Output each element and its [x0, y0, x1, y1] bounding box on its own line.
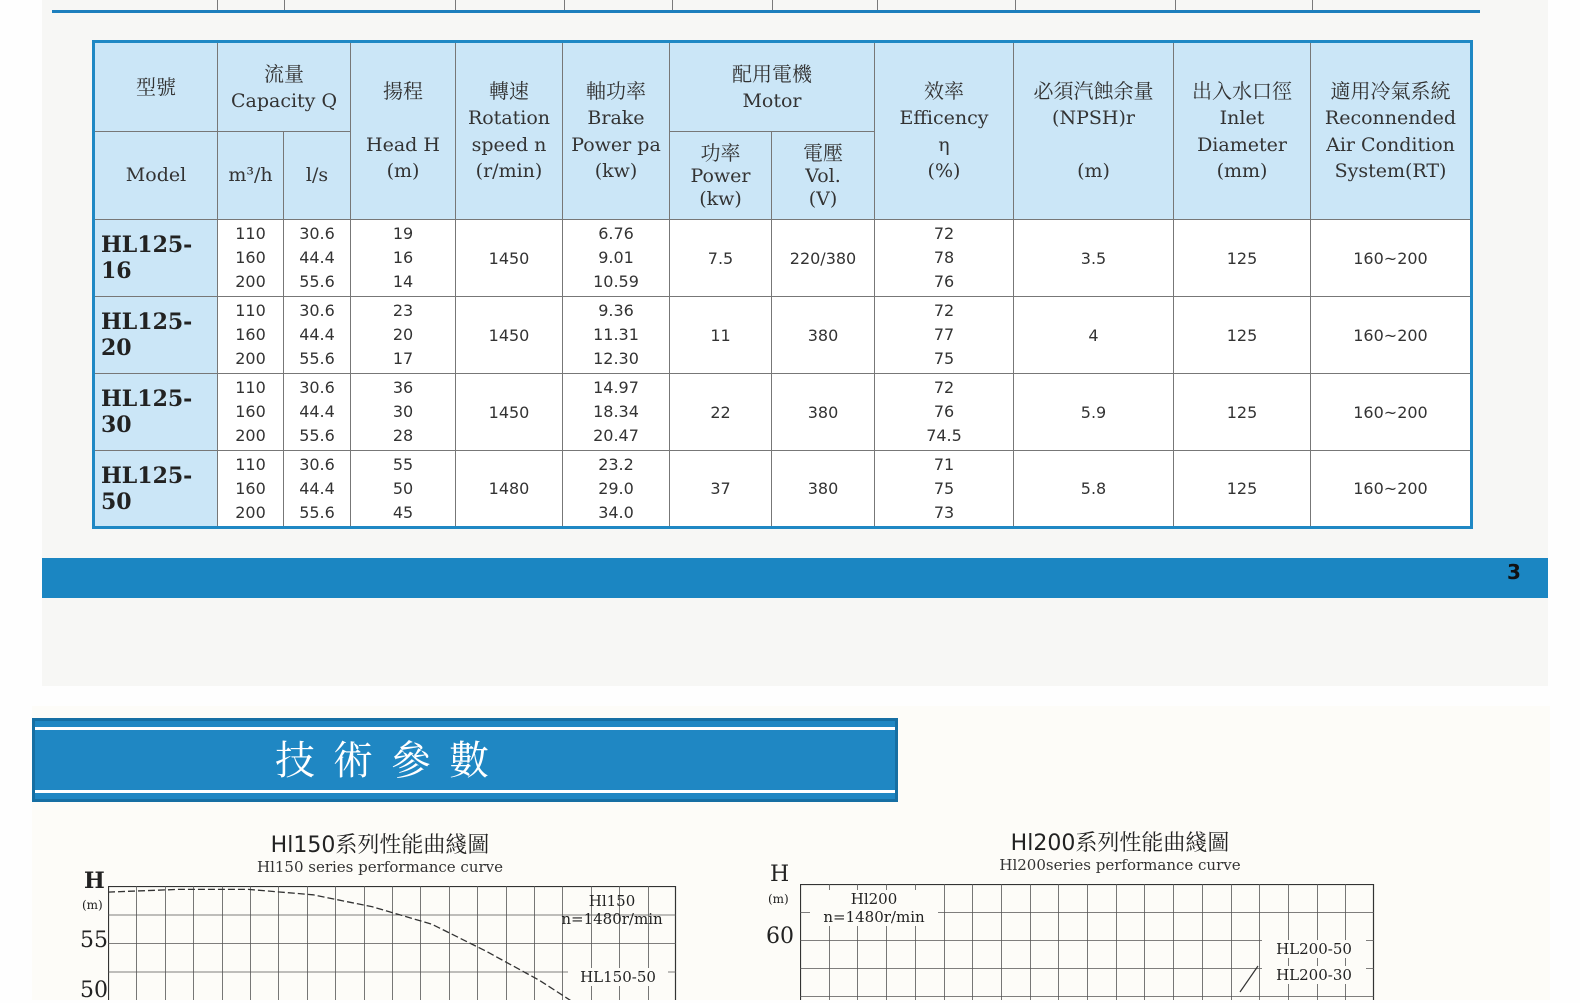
- capacity-ls-cell-value: 44.4: [299, 248, 335, 267]
- efficiency-cell: [875, 220, 1014, 297]
- capacity-m3h-cell-value: 200: [235, 502, 266, 522]
- capacity-ls-cell-value: 30.6: [299, 224, 335, 243]
- motor-voltage-cell: 380: [772, 451, 875, 528]
- chart2-title: Hl200系列性能曲綫圖: [1010, 831, 1230, 856]
- table-row: [94, 374, 1472, 451]
- brake-power-cell-value: 12.30: [593, 349, 639, 368]
- chart1-ylabel: H: [84, 868, 105, 894]
- capacity-m3h-cell-value: 160: [235, 402, 266, 421]
- air-condition-cell: 160~200: [1311, 297, 1472, 374]
- chart1-ytick-55: 55: [80, 928, 108, 953]
- brake-power-cell-value: 29.0: [598, 478, 634, 498]
- chart2-legend-line1: Hl200: [850, 890, 898, 908]
- capacity-ls-cell-value: 30.6: [299, 454, 335, 474]
- capacity-ls-cell-value: 55.6: [299, 272, 335, 291]
- inlet-cell: 125: [1174, 451, 1311, 528]
- model-cell: HL125-30: [94, 374, 218, 451]
- capacity-m3h-cell-value: 110: [235, 454, 266, 474]
- chart2-series-label-2: HL200-30: [1262, 966, 1366, 984]
- brake-power-cell-value: 23.2: [598, 454, 634, 474]
- brake-power-cell-value: 10.59: [593, 272, 639, 291]
- header-brake-power: 軸功率 Brake Power pa (kw): [563, 42, 670, 220]
- capacity-m3h-cell-value: 200: [235, 272, 266, 291]
- model-cell: HL125-50: [94, 451, 218, 528]
- air-condition-cell: 160~200: [1311, 220, 1472, 297]
- section-banner: [32, 718, 898, 802]
- inlet-cell: 125: [1174, 297, 1311, 374]
- head-cell-value: 19: [392, 224, 414, 243]
- capacity-ls-cell: [284, 297, 351, 374]
- efficiency-cell-value: 76: [933, 272, 955, 291]
- header-inlet: 出入水口徑 Inlet Diameter (mm): [1174, 42, 1311, 220]
- head-cell-value: 55: [392, 454, 414, 474]
- capacity-ls-cell-value: 30.6: [299, 301, 335, 320]
- series-marker-HL200-50: [1240, 966, 1258, 992]
- head-cell: [351, 297, 456, 374]
- capacity-ls-cell-value: 44.4: [299, 478, 335, 498]
- motor-voltage-cell: 220/380: [772, 220, 875, 297]
- motor-power-cell: 7.5: [670, 220, 772, 297]
- air-condition-cell: 160~200: [1311, 451, 1472, 528]
- head-cell: [351, 451, 456, 528]
- speed-cell: 1450: [456, 297, 563, 374]
- header-air-condition: 適用冷氣系統 Reconnended Air Condition System(RT): [1311, 42, 1472, 220]
- head-cell-value: 50: [392, 478, 414, 498]
- efficiency-cell: [875, 451, 1014, 528]
- capacity-m3h-cell: [218, 451, 284, 528]
- motor-voltage-cell: 380: [772, 374, 875, 451]
- capacity-m3h-cell: [218, 220, 284, 297]
- chart2-subtitle: Hl200series performance curve: [999, 856, 1241, 874]
- capacity-m3h-cell: [218, 374, 284, 451]
- brake-power-cell-value: 9.36: [598, 301, 634, 320]
- header-model-zh: 型號: [94, 42, 218, 132]
- npsh-cell: 4: [1014, 297, 1174, 374]
- capacity-ls-cell-value: 44.4: [299, 325, 335, 344]
- model-cell: HL125-20: [94, 297, 218, 374]
- head-cell-value: 36: [392, 378, 414, 397]
- efficiency-cell-value: 75: [933, 349, 955, 368]
- chart1-title: Hl150系列性能曲綫圖: [270, 833, 490, 858]
- head-cell: [351, 220, 456, 297]
- head-cell: [351, 374, 456, 451]
- motor-power-cell: 22: [670, 374, 772, 451]
- speed-cell: 1450: [456, 220, 563, 297]
- capacity-m3h-cell-value: 200: [235, 349, 266, 368]
- brake-power-cell-value: 6.76: [598, 224, 634, 243]
- motor-power-cell: 37: [670, 451, 772, 528]
- head-cell-value: 30: [392, 402, 414, 421]
- head-cell-value: 23: [392, 301, 414, 320]
- head-cell-value: 20: [392, 325, 414, 344]
- header-model-en: Model: [94, 132, 218, 220]
- brake-power-cell: [563, 451, 670, 528]
- capacity-m3h-cell-value: 110: [235, 224, 266, 243]
- capacity-ls-cell: [284, 374, 351, 451]
- table-row: [94, 220, 1472, 297]
- pump-spec-table: [92, 40, 1473, 529]
- capacity-ls-cell-value: 44.4: [299, 402, 335, 421]
- chart2-ylabel: H: [770, 862, 790, 887]
- head-cell-value: 16: [392, 248, 414, 267]
- table-row: [94, 297, 1472, 374]
- efficiency-cell-value: 77: [933, 325, 955, 344]
- header-motor-power: 功率 Power (kw): [670, 132, 772, 220]
- capacity-ls-cell-value: 55.6: [299, 502, 335, 522]
- chart2-series-label-1: HL200-50: [1262, 940, 1366, 958]
- table-row: [94, 451, 1472, 528]
- capacity-ls-cell-value: 55.6: [299, 349, 335, 368]
- inlet-cell: 125: [1174, 220, 1311, 297]
- chart1-legend-line2: n=1480r/min: [561, 910, 663, 928]
- air-condition-cell: 160~200: [1311, 374, 1472, 451]
- header-capacity-m3h: m³/h: [218, 132, 284, 220]
- brake-power-cell-value: 9.01: [598, 248, 634, 267]
- header-capacity-ls: l/s: [284, 132, 351, 220]
- brake-power-cell-value: 11.31: [593, 325, 639, 344]
- brake-power-cell: [563, 374, 670, 451]
- chart1-ytick-50: 50: [80, 978, 108, 1003]
- speed-cell: 1480: [456, 451, 563, 528]
- speed-cell: 1450: [456, 374, 563, 451]
- efficiency-cell-value: 75: [933, 478, 955, 498]
- capacity-m3h-cell: [218, 297, 284, 374]
- capacity-m3h-cell-value: 110: [235, 301, 266, 320]
- header-speed: 轉速 Rotation speed n (r/min): [456, 42, 563, 220]
- motor-power-cell: 11: [670, 297, 772, 374]
- header-head: 揚程 Head H (m): [351, 42, 456, 220]
- chart1-legend: [548, 892, 676, 928]
- capacity-ls-cell: [284, 451, 351, 528]
- motor-voltage-cell: 380: [772, 297, 875, 374]
- previous-table-edge: [52, 0, 1480, 13]
- capacity-m3h-cell-value: 200: [235, 426, 266, 445]
- chart2-legend: [810, 890, 938, 926]
- capacity-m3h-cell-value: 160: [235, 325, 266, 344]
- efficiency-cell: [875, 374, 1014, 451]
- header-capacity: 流量 Capacity Q: [218, 42, 351, 132]
- header-motor-voltage: 電壓 Vol. (V): [772, 132, 875, 220]
- model-cell: HL125-16: [94, 220, 218, 297]
- brake-power-cell: [563, 297, 670, 374]
- capacity-ls-cell-value: 55.6: [299, 426, 335, 445]
- capacity-m3h-cell-value: 160: [235, 478, 266, 498]
- capacity-m3h-cell-value: 110: [235, 378, 266, 397]
- capacity-ls-cell: [284, 220, 351, 297]
- npsh-cell: 5.9: [1014, 374, 1174, 451]
- brake-power-cell: [563, 220, 670, 297]
- chart1-yunit: (m): [82, 898, 103, 912]
- header-efficiency: 效率 Efficency η (%): [875, 42, 1014, 220]
- efficiency-cell-value: 78: [933, 248, 955, 267]
- section-title: 技術參數: [275, 738, 507, 784]
- footer-band: [42, 558, 1548, 598]
- chart2-yunit: (m): [768, 892, 789, 906]
- efficiency-cell: [875, 297, 1014, 374]
- head-cell-value: 45: [392, 502, 414, 522]
- brake-power-cell-value: 18.34: [593, 402, 639, 421]
- header-motor: 配用電機 Motor: [670, 42, 875, 132]
- capacity-ls-cell-value: 30.6: [299, 378, 335, 397]
- head-cell-value: 17: [392, 349, 414, 368]
- brake-power-cell-value: 20.47: [593, 426, 639, 445]
- chart1-series-label: HL150-50: [568, 968, 668, 986]
- brake-power-cell-value: 14.97: [593, 378, 639, 397]
- efficiency-cell-value: 74.5: [926, 426, 962, 445]
- chart2-legend-line2: n=1480r/min: [823, 908, 925, 926]
- page-number: 3: [1507, 560, 1521, 584]
- npsh-cell: 3.5: [1014, 220, 1174, 297]
- header-npsh: 必須汽蝕余量 (NPSH)r (m): [1014, 42, 1174, 220]
- efficiency-cell-value: 71: [933, 454, 955, 474]
- efficiency-cell-value: 73: [933, 502, 955, 522]
- chart1-subtitle: Hl150 series performance curve: [256, 858, 504, 876]
- chart2-ytick-60: 60: [766, 924, 794, 949]
- head-cell-value: 14: [392, 272, 414, 291]
- efficiency-cell-value: 72: [933, 301, 955, 320]
- efficiency-cell-value: 72: [933, 378, 955, 397]
- npsh-cell: 5.8: [1014, 451, 1174, 528]
- brake-power-cell-value: 34.0: [598, 502, 634, 522]
- capacity-m3h-cell-value: 160: [235, 248, 266, 267]
- efficiency-cell-value: 72: [933, 224, 955, 243]
- inlet-cell: 125: [1174, 374, 1311, 451]
- head-cell-value: 28: [392, 426, 414, 445]
- chart1-legend-line1: Hl150: [588, 892, 636, 910]
- efficiency-cell-value: 76: [933, 402, 955, 421]
